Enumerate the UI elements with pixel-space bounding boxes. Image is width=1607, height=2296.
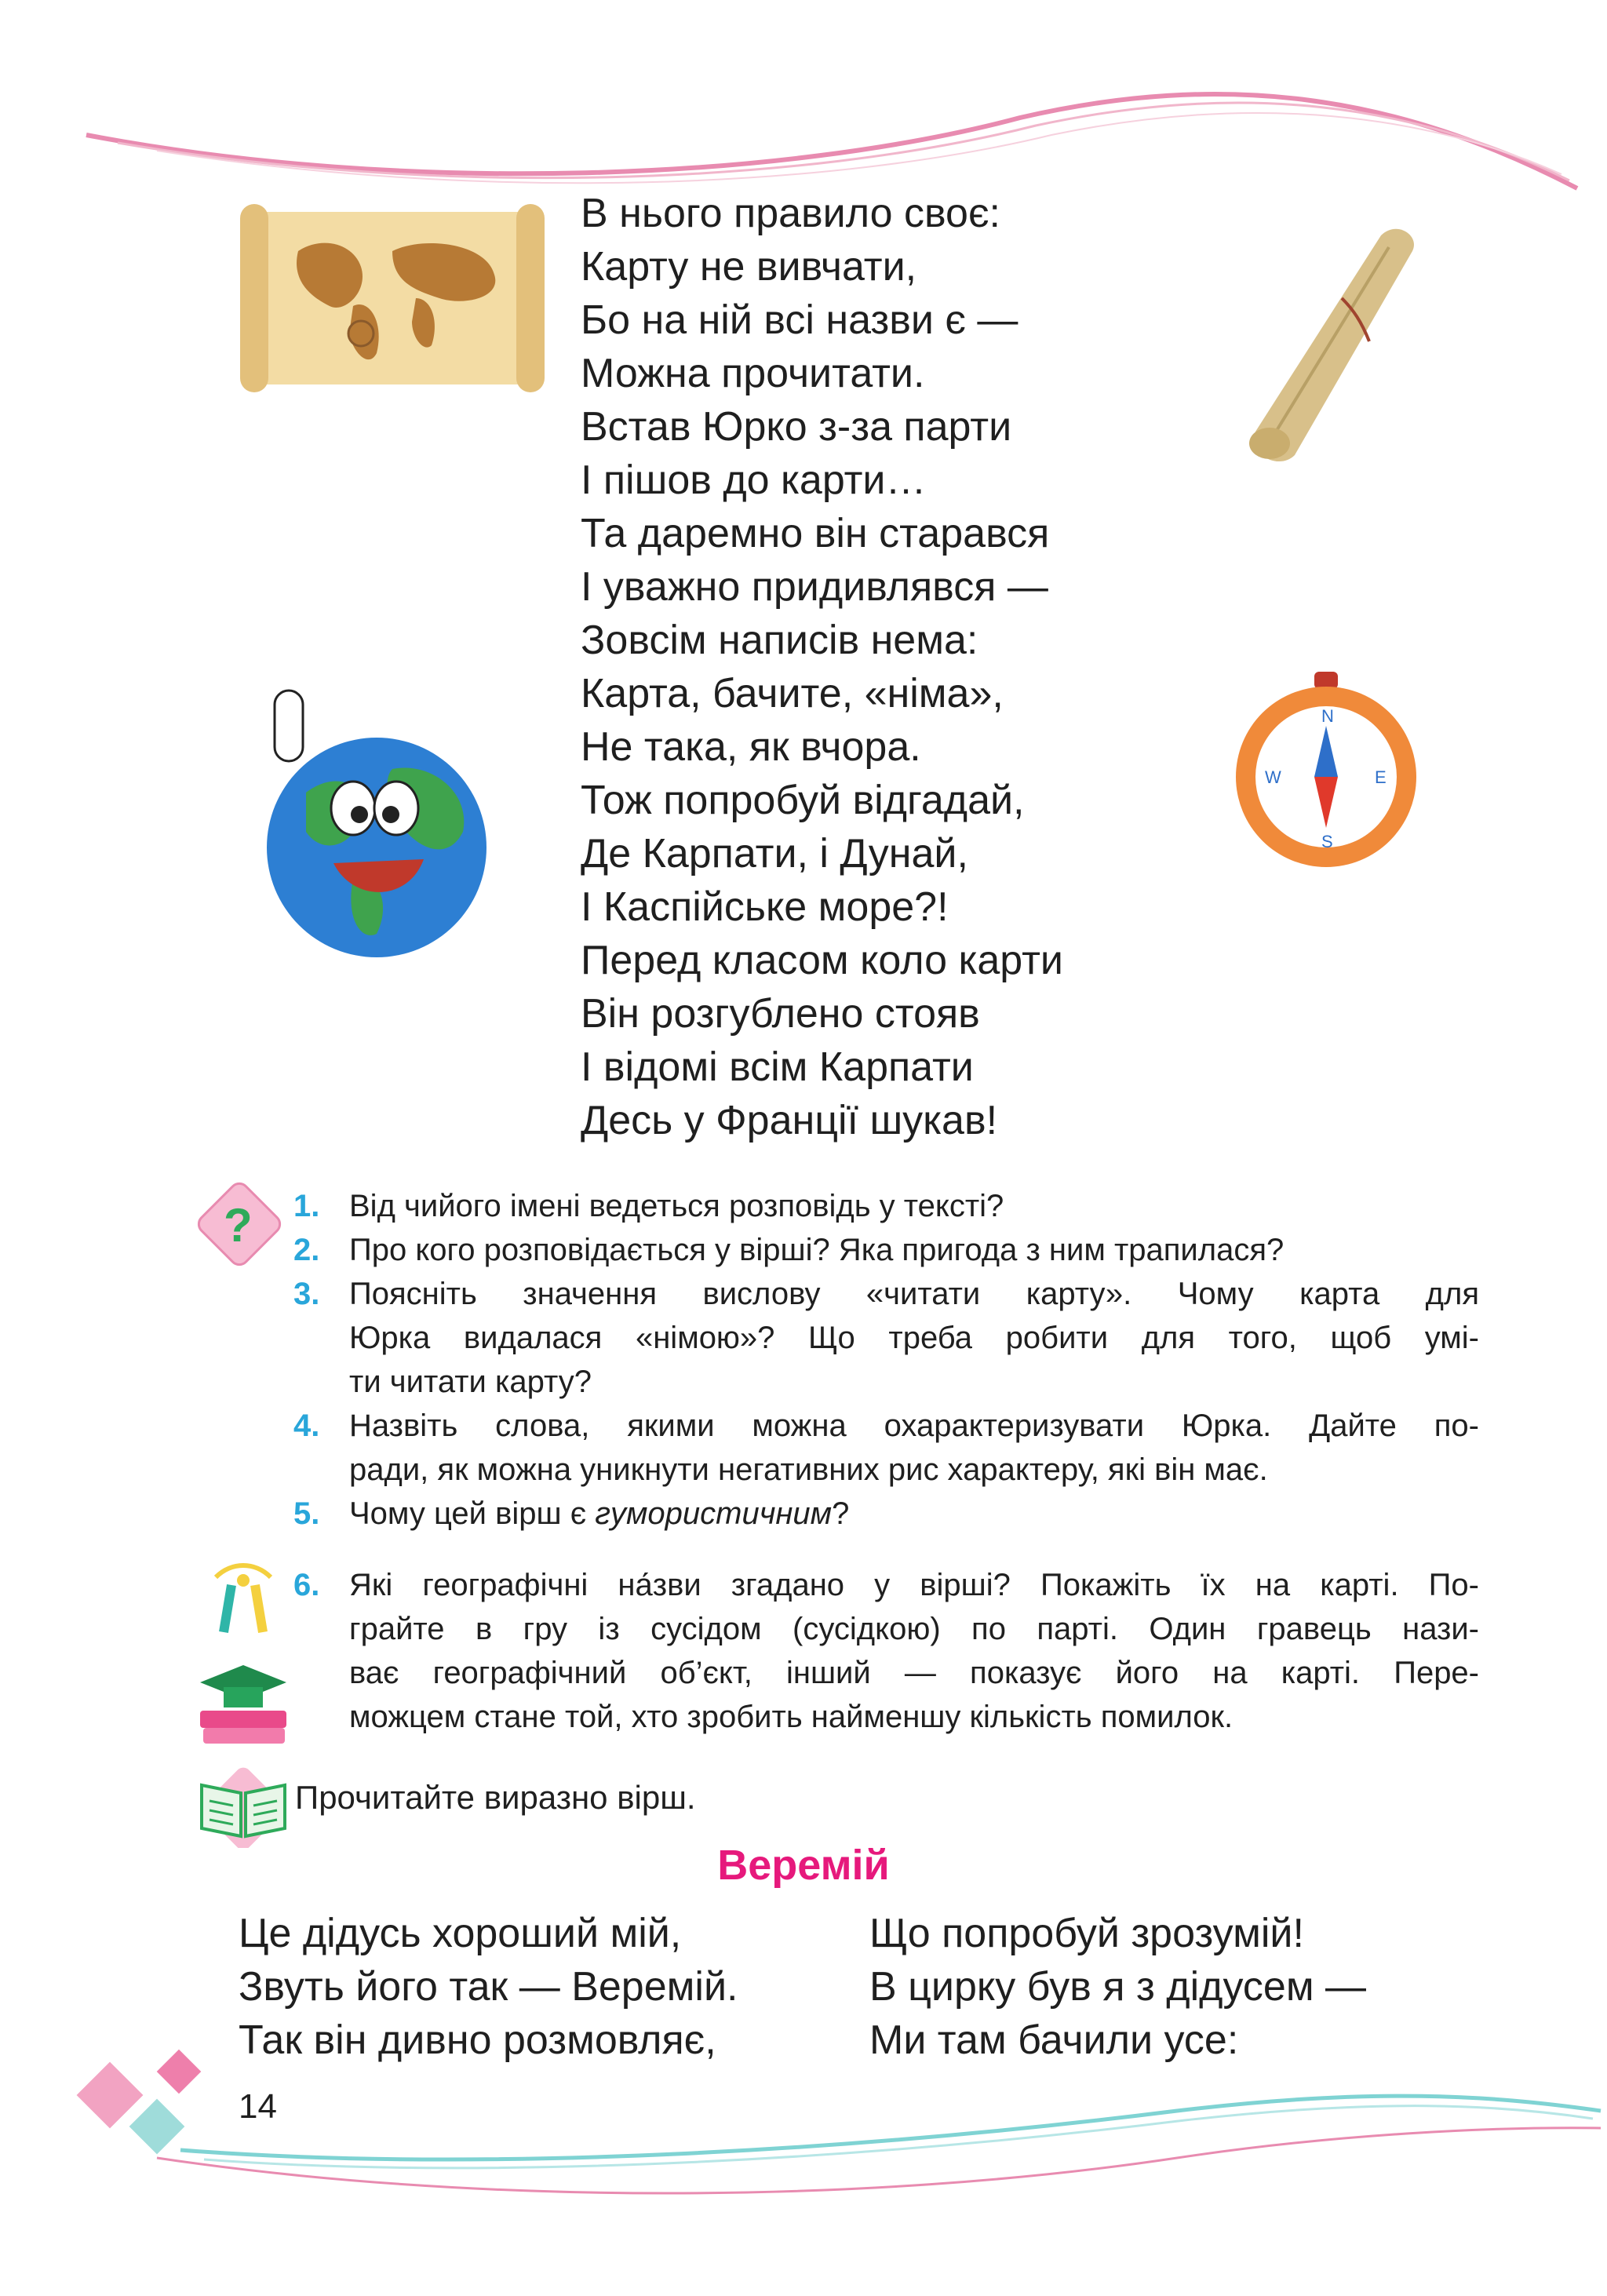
poem-line: Карту не вивчати,: [581, 244, 917, 290]
cartoon-globe-icon: [235, 675, 518, 973]
question-text-part: Чому цей вірш є: [349, 1496, 596, 1531]
poem-line: Десь у Франції шукав!: [581, 1098, 998, 1143]
rolled-map-icon: [1224, 204, 1428, 471]
question-text-italic: гумористичним: [595, 1496, 833, 1531]
question-number: 2.: [293, 1233, 320, 1267]
bottom-wave-decoration: [0, 2040, 1607, 2296]
svg-text:?: ?: [224, 1199, 253, 1252]
compass-icon: [1224, 667, 1428, 871]
question-text: Які географічні на́зви згадано у вірші? Покажіть їх на карті. По-: [349, 1568, 1479, 1602]
poem-line: Встав Юрко з-за парти: [581, 404, 1012, 450]
poem-line: Так він дивно розмовляє,: [239, 2017, 716, 2063]
poem-line: Звуть його так — Веремій.: [239, 1964, 738, 2010]
poem-line: І пішов до карти…: [581, 457, 927, 503]
poem-line: Він розгублено стояв: [581, 991, 980, 1037]
question-text: [349, 1492, 1479, 1536]
poem-line: В цирку був я з дідусем —: [869, 1964, 1367, 2010]
poem-title: Веремій: [717, 1842, 890, 1889]
compass-letter-w: W: [1265, 767, 1281, 787]
poem-line: Можна прочитати.: [581, 351, 925, 396]
poem-line: Тож попробуй відгадай,: [581, 778, 1025, 823]
open-book-icon: [192, 1762, 294, 1848]
poem-line: І Каспійське море?!: [581, 884, 949, 930]
question-text: грайте в гру із сусідом (сусідкою) по парті. Один гравець нази-: [349, 1612, 1479, 1646]
poem-line: Бо на ній всі назви є —: [581, 297, 1018, 343]
poem-line: І уважно придивлявся —: [581, 564, 1048, 610]
question-number: 3.: [293, 1277, 320, 1311]
question-text: ради, як можна уникнути негативних рис характеру, які він має.: [349, 1452, 1268, 1487]
question-number: 6.: [293, 1568, 320, 1602]
poem-line: Що попробуй зрозумій!: [869, 1911, 1304, 1956]
poem-line: Ми там бачили усе:: [869, 2017, 1239, 2063]
compass-letter-e: E: [1375, 767, 1387, 787]
poem-line: В нього правило своє:: [581, 191, 1000, 236]
question-text: Поясніть значення вислову «читати карту». Чому карта для: [349, 1277, 1479, 1311]
question-number: 4.: [293, 1409, 320, 1443]
corner-diamonds-decoration: [71, 2048, 228, 2174]
question-text: Назвіть слова, якими можна охарактеризувати Юрка. Дайте по-: [349, 1409, 1479, 1443]
tassel-icon: [200, 1562, 286, 1648]
question-text: ває географічний об’єкт, інший — показує його на карті. Пере-: [349, 1656, 1479, 1690]
graduation-books-icon: [192, 1656, 294, 1750]
question-text: Про кого розповідається у вірші? Яка пригода з ним трапилася?: [349, 1233, 1285, 1267]
poem-line: Перед класом коло карти: [581, 938, 1063, 983]
treasure-map-icon: [235, 196, 549, 400]
question-mark-icon: [192, 1177, 286, 1271]
compass-letter-n: N: [1321, 706, 1334, 726]
question-text: Від чийого імені ведеться розповідь у тексті?: [349, 1189, 1004, 1223]
reading-instruction: Прочитайте виразно вірш.: [295, 1779, 696, 1816]
question-text: можцем стане той, хто зробить найменшу кількість помилок.: [349, 1700, 1233, 1734]
poem-line: Карта, бачите, «німа»,: [581, 671, 1004, 716]
question-number: 5.: [293, 1496, 320, 1531]
poem-line: Не така, як вчора.: [581, 724, 921, 770]
poem-line: Це дідусь хороший мій,: [239, 1911, 682, 1956]
question-text: Юрка видалася «німою»? Що треба робити для того, щоб умі-: [349, 1321, 1479, 1355]
poem-line: Та даремно він старався: [581, 511, 1050, 556]
poem-line: Зовсім написів нема:: [581, 618, 978, 663]
question-text: ти читати карту?: [349, 1365, 592, 1399]
question-text-part: ?: [832, 1496, 850, 1531]
page-number: 14: [239, 2087, 277, 2126]
poem-line: І відомі всім Карпати: [581, 1044, 974, 1090]
compass-letter-s: S: [1321, 832, 1333, 851]
question-number: 1.: [293, 1189, 320, 1223]
poem-line: Де Карпати, і Дунай,: [581, 831, 968, 876]
